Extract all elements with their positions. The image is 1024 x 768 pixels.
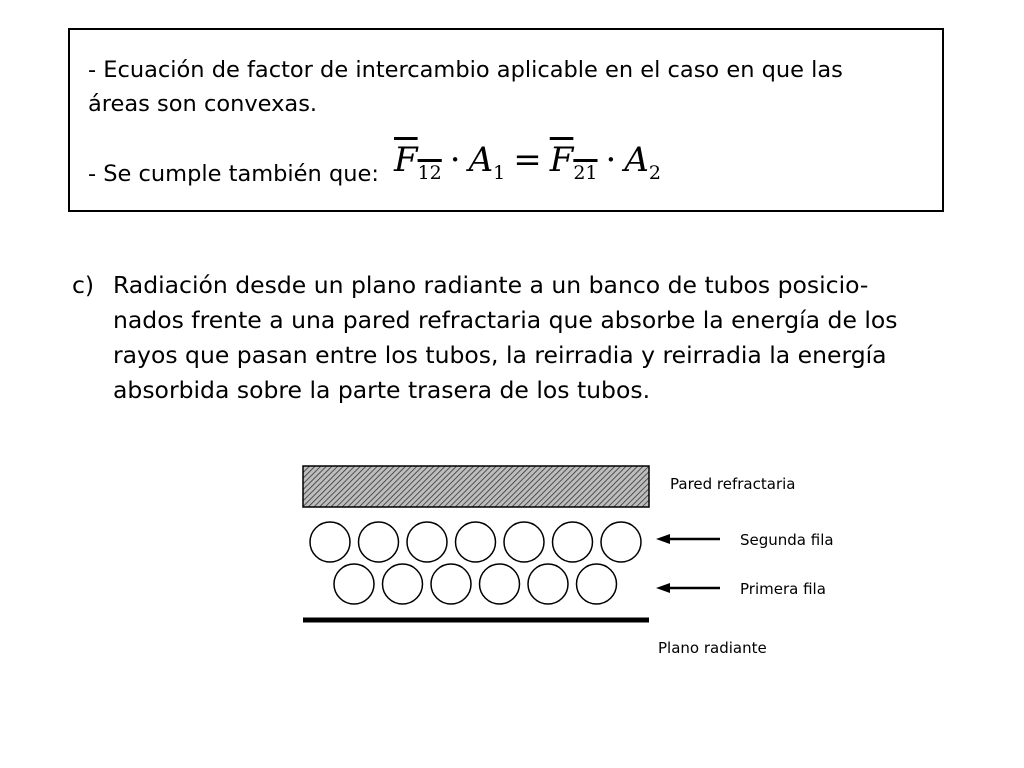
second-row-tube: [504, 522, 544, 562]
first-row-tube: [431, 564, 471, 604]
first-row-tube: [528, 564, 568, 604]
second-row-tube: [553, 522, 593, 562]
label-first-row: Primera fila: [740, 580, 826, 598]
second-row-tube: [456, 522, 496, 562]
refractory-wall: [303, 466, 649, 507]
first-row-tube: [383, 564, 423, 604]
label-refractory-wall: Pared refractaria: [670, 475, 796, 493]
first-row-arrowhead: [656, 583, 670, 593]
second-row-tube: [407, 522, 447, 562]
formula-a1: $A_1$: [468, 140, 506, 184]
first-row-tube: [577, 564, 617, 604]
first-row-tube: [480, 564, 520, 604]
second-row-tubes: [310, 522, 641, 562]
second-row-tube: [359, 522, 399, 562]
second-row-arrowhead: [656, 534, 670, 544]
formula-dot-2: ·: [605, 140, 617, 180]
formula-equals: =: [513, 140, 542, 180]
formula-dot-1: ·: [449, 140, 461, 180]
formula-a2: $A_2$: [624, 140, 661, 184]
first-row-tube: [334, 564, 374, 604]
note-line-convex-areas: áreas son convexas.: [88, 91, 318, 117]
note-line-also-holds: - Se cumple también que:: [88, 161, 379, 187]
first-row-tubes: [334, 564, 617, 604]
label-radiant-plane: Plano radiante: [658, 639, 767, 657]
label-second-row: Segunda fila: [740, 531, 834, 549]
item-c-line-3: rayos que pasan entre los tubos, la reirradia y reirradia la energía: [113, 341, 887, 369]
item-c-line-2: nados frente a una pared refractaria que absorbe la energía de los: [113, 306, 898, 334]
second-row-tube: [310, 522, 350, 562]
second-row-tube: [601, 522, 641, 562]
formula-f21: $F_{21}$: [549, 140, 598, 184]
item-c-line-1: Radiación desde un plano radiante a un banco de tubos posicio-: [113, 271, 869, 299]
item-c-marker: c): [72, 271, 95, 299]
note-line-exchange-factor: - Ecuación de factor de intercambio aplicable en el caso en que las: [88, 57, 843, 83]
formula-f12: $F_{12}$: [394, 140, 442, 184]
item-c-line-4: absorbida sobre la parte trasera de los tubos.: [113, 376, 651, 404]
